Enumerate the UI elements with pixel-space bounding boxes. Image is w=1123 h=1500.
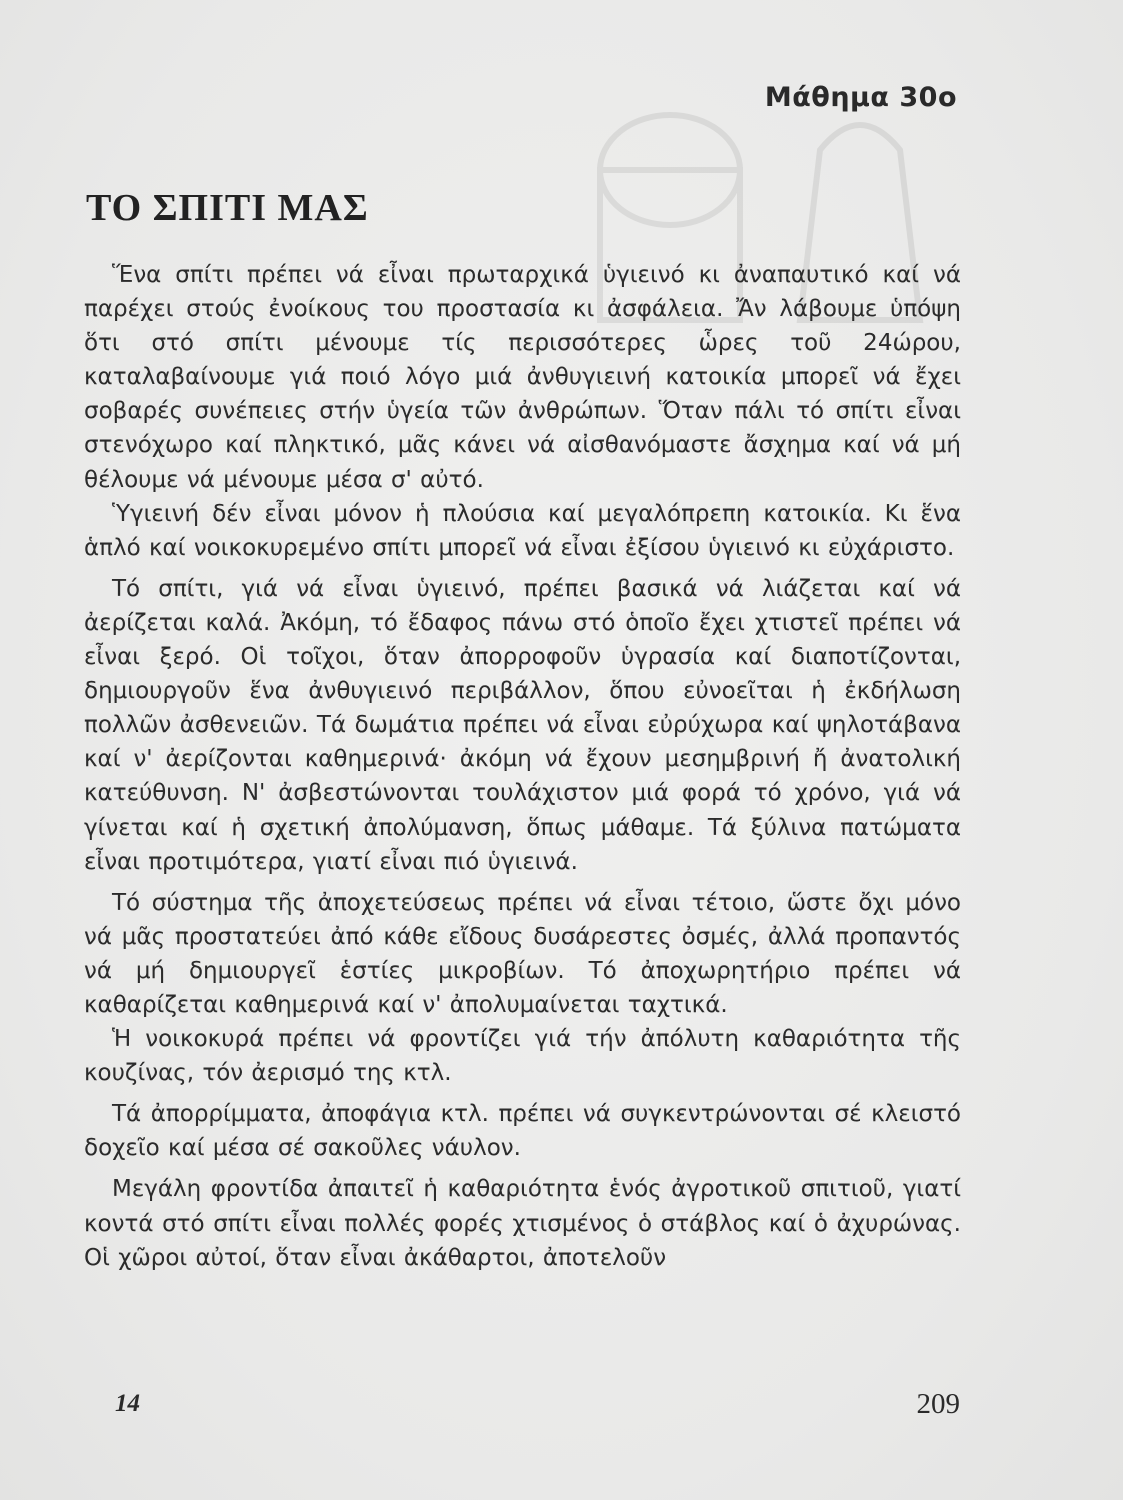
- page-title: ΤΟ ΣΠΙΤΙ ΜΑΣ: [86, 187, 369, 229]
- paragraph: Ὑγιεινή δέν εἶναι μόνον ἡ πλούσια καί μεγαλόπρεπη κατοικία. Κι ἕνα ἁπλό καί νοικοκυρεμένο σπίτι μπορεῖ νά εἶναι ἐξίσου ὑγιεινό κι εὐχάριστο.: [84, 500, 961, 561]
- paragraph: Τό σπίτι, γιά νά εἶναι ὑγιεινό, πρέπει βασικά νά λιάζεται καί νά ἀερίζεται καλά. Ἀκόμη, τό ἔδαφος πάνω στό ὁποῖο ἔχει χτιστεῖ πρέπει νά εἶναι ξερό. Οἱ τοῖχοι, ὅταν ἀπορροφοῦν ὑγρασία καί διαποτίζονται, δημιουργοῦν ἕνα ἀνθυγιεινό περιβάλλον, ὅπου εὐνοεῖται ἡ ἐκδήλωση πολλῶν ἀσθενειῶν. Τά δωμάτια πρέπει νά εἶναι εὐρύχωρα καί ψηλοτάβανα καί ν' ἀερίζονται καθημερινά· ἀκόμη νά ἔχουν μεσημβρινή ἤ ἀνατολική κατεύθυνση. Ν' ἀσβεστώνονται τουλάχιστον μιά φορά τό χρόνο, γιά νά γίνεται καί ἡ σχετική ἀπολύμανση, ὅπως μάθαμε. Τά ξύλινα πατώματα εἶναι προτιμότερα, γιατί εἶναι πιό ὑγιεινά.: [84, 575, 961, 875]
- body-text: [84, 258, 961, 1275]
- paragraph: Ἡ νοικοκυρά πρέπει νά φροντίζει γιά τήν ἀπόλυτη καθαριότητα τῆς κουζίνας, τόν ἀερισμό της κτλ.: [84, 1026, 961, 1087]
- lesson-number: Μάθημα 30ο: [764, 82, 957, 113]
- paragraph: Μεγάλη φροντίδα ἀπαιτεῖ ἡ καθαριότητα ἑνός ἀγροτικοῦ σπιτιοῦ, γιατί κοντά στό σπίτι εἶναι πολλές φορές χτισμένος ὁ στάβλος καί ὁ ἀχυρώνας. Οἱ χῶροι αὐτοί, ὅταν εἶναι ἀκάθαρτοι, ἀποτελοῦν: [84, 1176, 961, 1271]
- page-number: 209: [916, 1388, 960, 1420]
- paragraph: Τό σύστημα τῆς ἀποχετεύσεως πρέπει νά εἶναι τέτοιο, ὥστε ὄχι μόνο νά μᾶς προστατεύει ἀπό κάθε εἴδους δυσάρεστες ὀσμές, ἀλλά προπαντός νά μή δημιουργεῖ ἑστίες μικροβίων. Τό ἀποχωρητήριο πρέπει νά καθαρίζεται καθημερινά καί ν' ἀπολυμαίνεται ταχτικά.: [84, 889, 961, 1018]
- paragraph: Ἕνα σπίτι πρέπει νά εἶναι πρωταρχικά ὑγιεινό κι ἀναπαυτικό καί νά παρέχει στούς ἐνοίκους του προστασία κι ἀσφάλεια. Ἄν λάβουμε ὑπόψη ὅτι στό σπίτι μένουμε τίς περισσότερες ὧρες τοῦ 24ώρου, καταλαβαίνουμε γιά ποιό λόγο μιά ἀνθυγιεινή κατοικία μπορεῖ νά ἔχει σοβαρές συνέπειες στήν ὑγεία τῶν ἀνθρώπων. Ὅταν πάλι τό σπίτι εἶναι στενόχωρο καί πληκτικό, μᾶς κάνει νά αἰσθανόμαστε ἄσχημα καί νά μή θέλουμε νά μένουμε μέσα σ' αὐτό.: [84, 262, 961, 493]
- signature-mark: 14: [115, 1390, 140, 1417]
- paragraph: Τά ἀπορρίμματα, ἀποφάγια κτλ. πρέπει νά συγκεντρώνονται σέ κλειστό δοχεῖο καί μέσα σέ σακοῦλες νάυλον.: [84, 1101, 961, 1162]
